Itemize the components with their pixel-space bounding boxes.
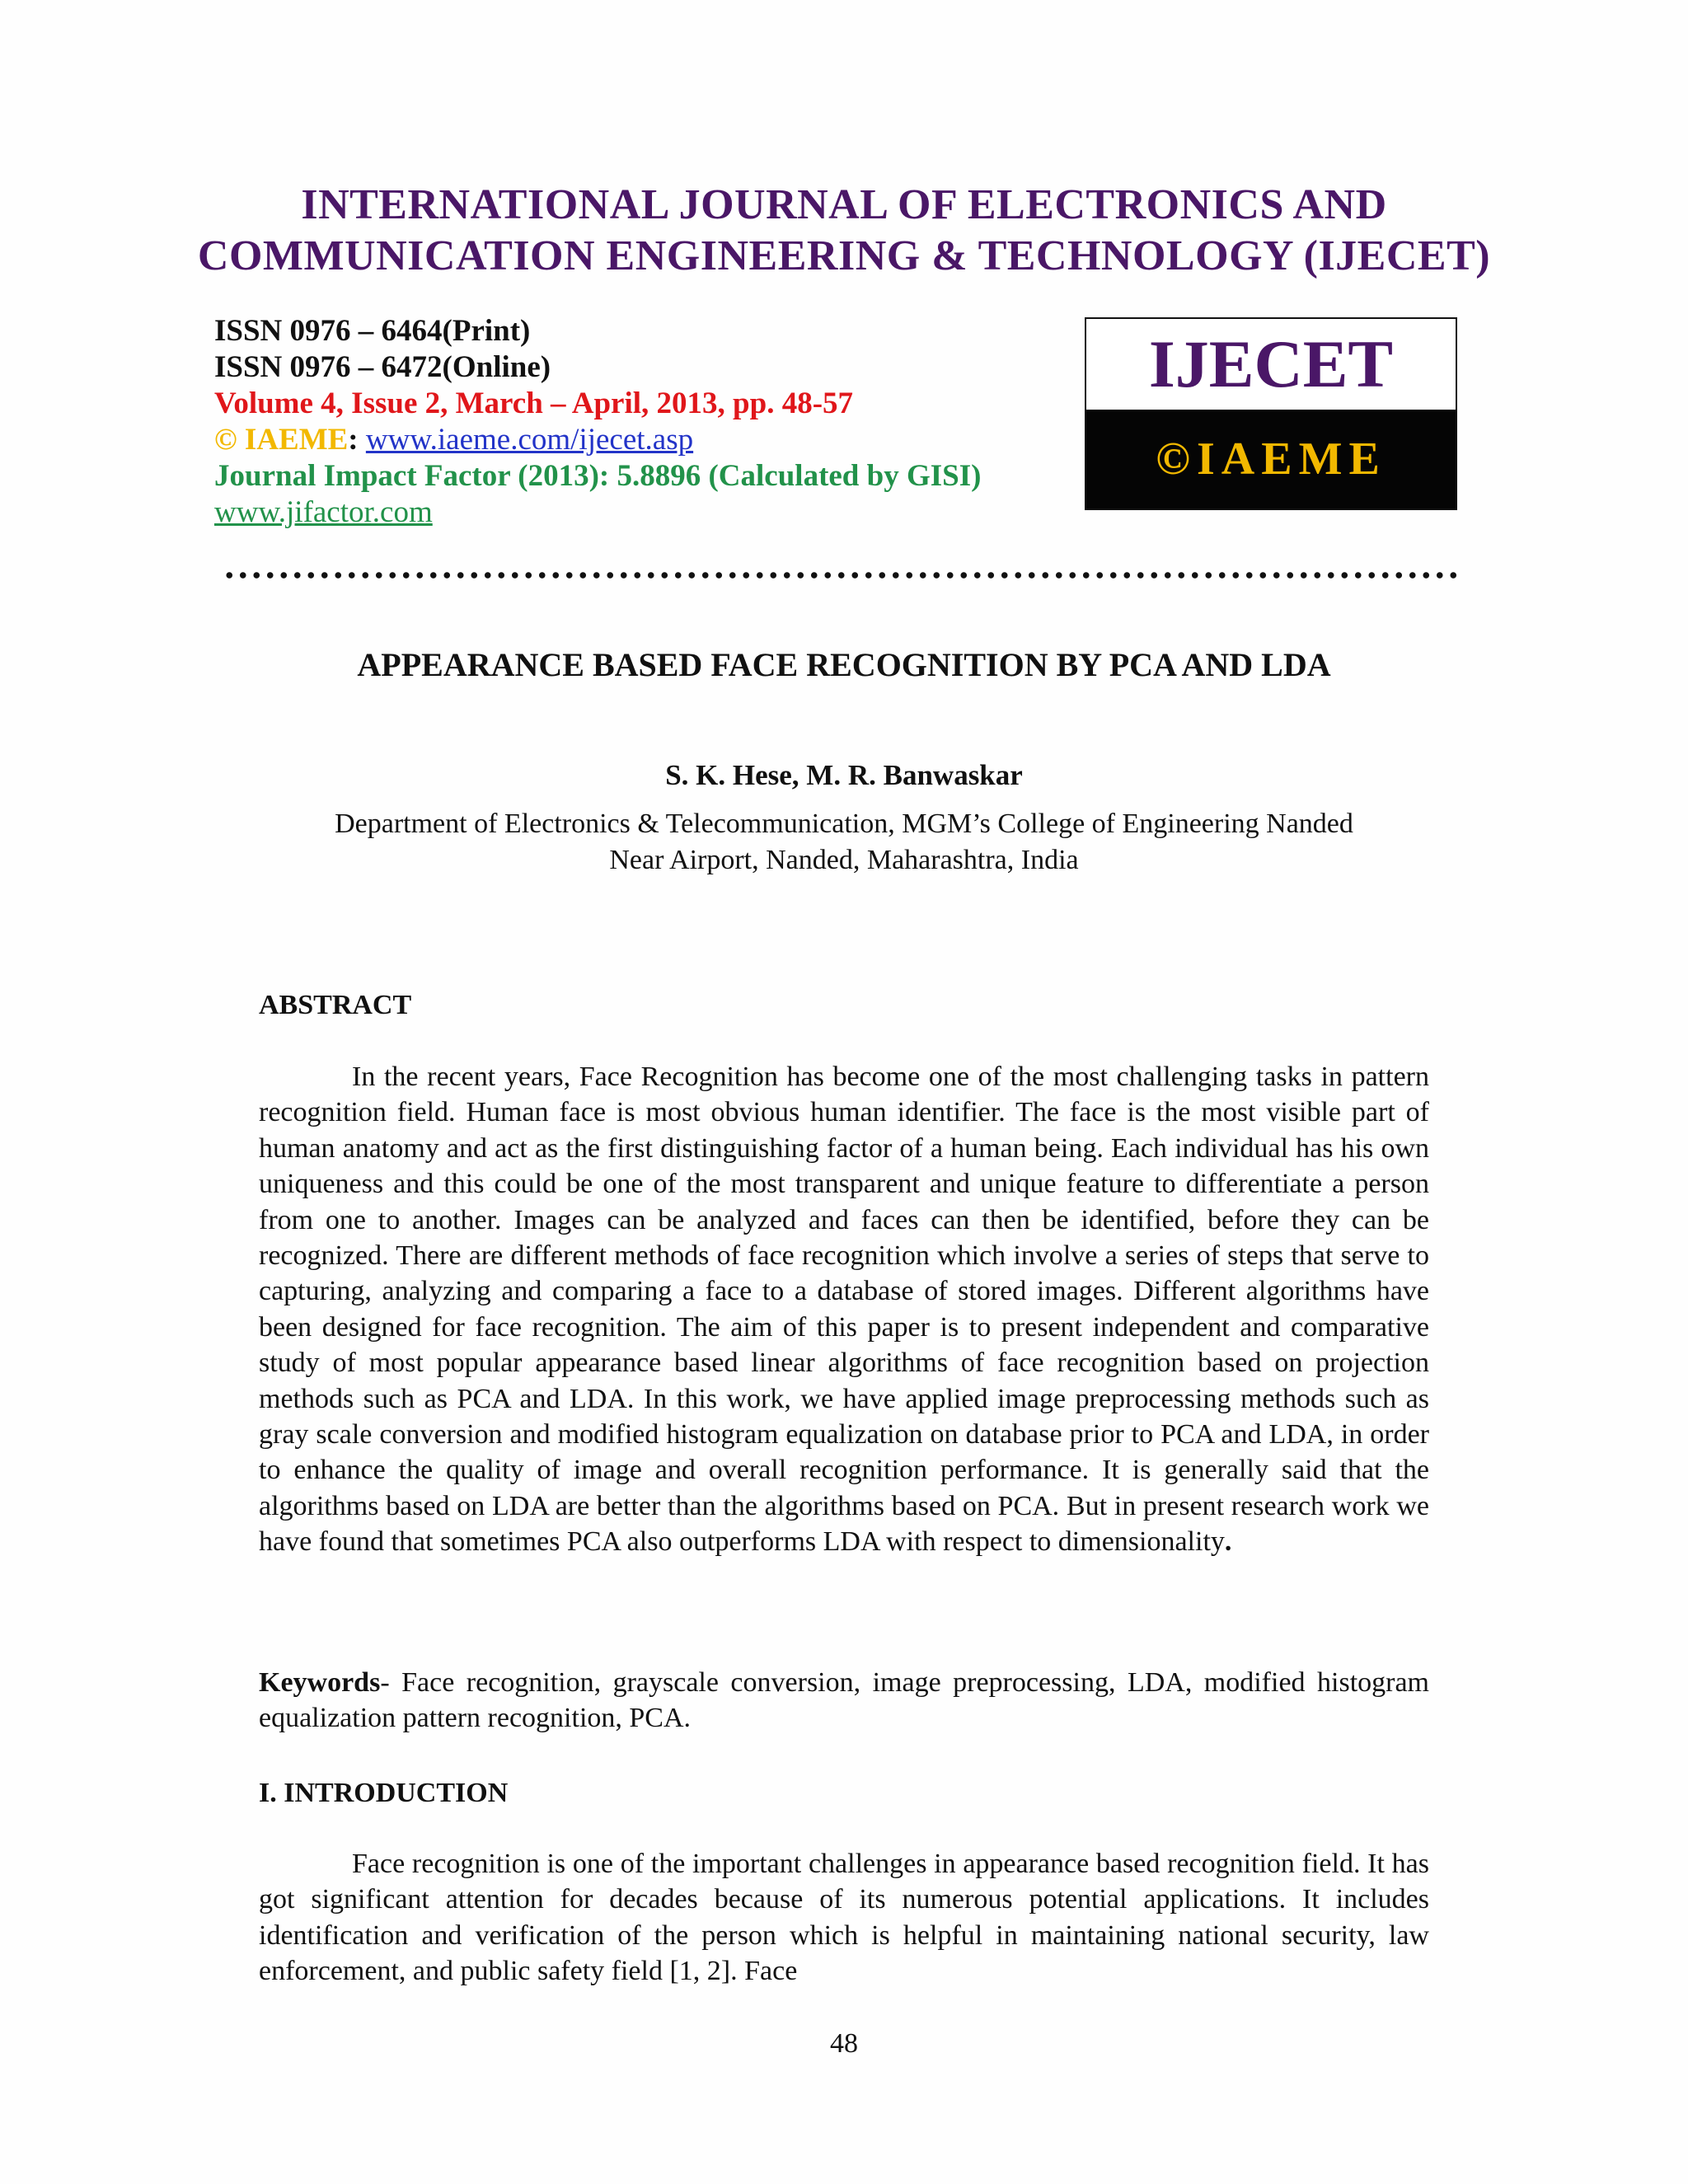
abstract-paragraph <box>259 1059 1429 1560</box>
ijecet-logo-text: IJECET <box>1086 319 1456 410</box>
journal-title-line-1: INTERNATIONAL JOURNAL OF ELECTRONICS AND <box>301 181 1387 228</box>
keywords-section <box>259 1665 1429 1736</box>
volume-issue: Volume 4, Issue 2, March – April, 2013, pp. 48-57 <box>214 387 854 420</box>
iaeme-copyright: © IAEME <box>214 423 349 457</box>
abstract-final-period: . <box>1224 1526 1232 1558</box>
impact-factor: Journal Impact Factor (2013): 5.8896 (Calculated by GISI) <box>214 459 982 493</box>
page-number: 48 <box>830 2028 858 2059</box>
introduction-section <box>259 1846 1429 1990</box>
dotted-divider <box>223 572 1459 579</box>
affiliation-line-1: Department of Electronics & Telecommunication, MGM’s College of Engineering Nanded <box>335 808 1353 839</box>
issn-online: ISSN 0976 – 6472(Online) <box>214 350 551 384</box>
journal-title <box>0 180 1688 282</box>
keywords-label: Keywords <box>259 1667 381 1698</box>
introduction-section-heading <box>259 1775 1429 1811</box>
author-affiliation <box>0 806 1688 879</box>
issn-print: ISSN 0976 – 6464(Print) <box>214 314 531 348</box>
jifactor-url-link[interactable]: www.jifactor.com <box>214 495 433 529</box>
keywords-paragraph <box>259 1665 1429 1736</box>
journal-metadata <box>214 313 1039 531</box>
iaeme-url-link[interactable]: www.iaeme.com/ijecet.asp <box>365 423 694 457</box>
abstract-heading: ABSTRACT <box>259 990 412 1020</box>
paper-title: APPEARANCE BASED FACE RECOGNITION BY PCA AND LDA <box>357 646 1331 683</box>
keywords-text: - Face recognition, grayscale conversion, image preprocessing, LDA, modified histogram equalization pattern recognition, PCA. <box>259 1667 1429 1734</box>
iaeme-line <box>214 422 1039 458</box>
abstract-text: In the recent years, Face Recognition has become one of the most challenging tasks in pattern recognition field. Human face is most obvious human identifier. The face is the most visible part of human anatomy and act as the first distinguishing factor of a human being. Each individual has his own uniqueness and this could be one of the most transparent and unique feature to differentiate a person from one to another. Images can be analyzed and faces can then be identified, before they can be recognized. There are different methods of face recognition which involve a series of steps that serve to capturing, analyzing and comparing a face to a database of stored images. Different algorithms have been designed for face recognition. The aim of this paper is to present independent and comparative study of most popular appearance based linear algorithms of face recognition based on projection methods such as PCA and LDA. In this work, we have applied image preprocessing methods such as gray scale conversion and modified histogram equalization on database prior to PCA and LDA, in order to enhance the quality of image and overall recognition performance. It is generally said that the algorithms based on LDA are better than the algorithms based on PCA. But in present research work we have found that sometimes PCA also outperforms LDA with respect to dimensionality <box>259 1062 1429 1558</box>
journal-title-line-2: COMMUNICATION ENGINEERING & TECHNOLOGY (IJECET) <box>197 232 1491 279</box>
paper-authors: S. K. Hese, M. R. Banwaskar <box>665 759 1023 791</box>
abstract-section-heading <box>259 987 1429 1024</box>
ijecet-logo <box>1085 317 1457 510</box>
introduction-heading: I. INTRODUCTION <box>259 1778 509 1808</box>
iaeme-colon: : <box>348 423 366 457</box>
affiliation-line-2: Near Airport, Nanded, Maharashtra, India <box>609 845 1079 875</box>
introduction-paragraph: Face recognition is one of the important challenges in appearance based recognition field. It has got significant attention for decades because of its numerous potential applications. It includes identification and verification of the person which is helpful in maintaining national security, law enforcement, and public safety field [1, 2]. Face <box>259 1849 1429 1987</box>
iaeme-logo-text: ©IAEME <box>1086 410 1456 509</box>
abstract-section <box>259 1059 1429 1560</box>
